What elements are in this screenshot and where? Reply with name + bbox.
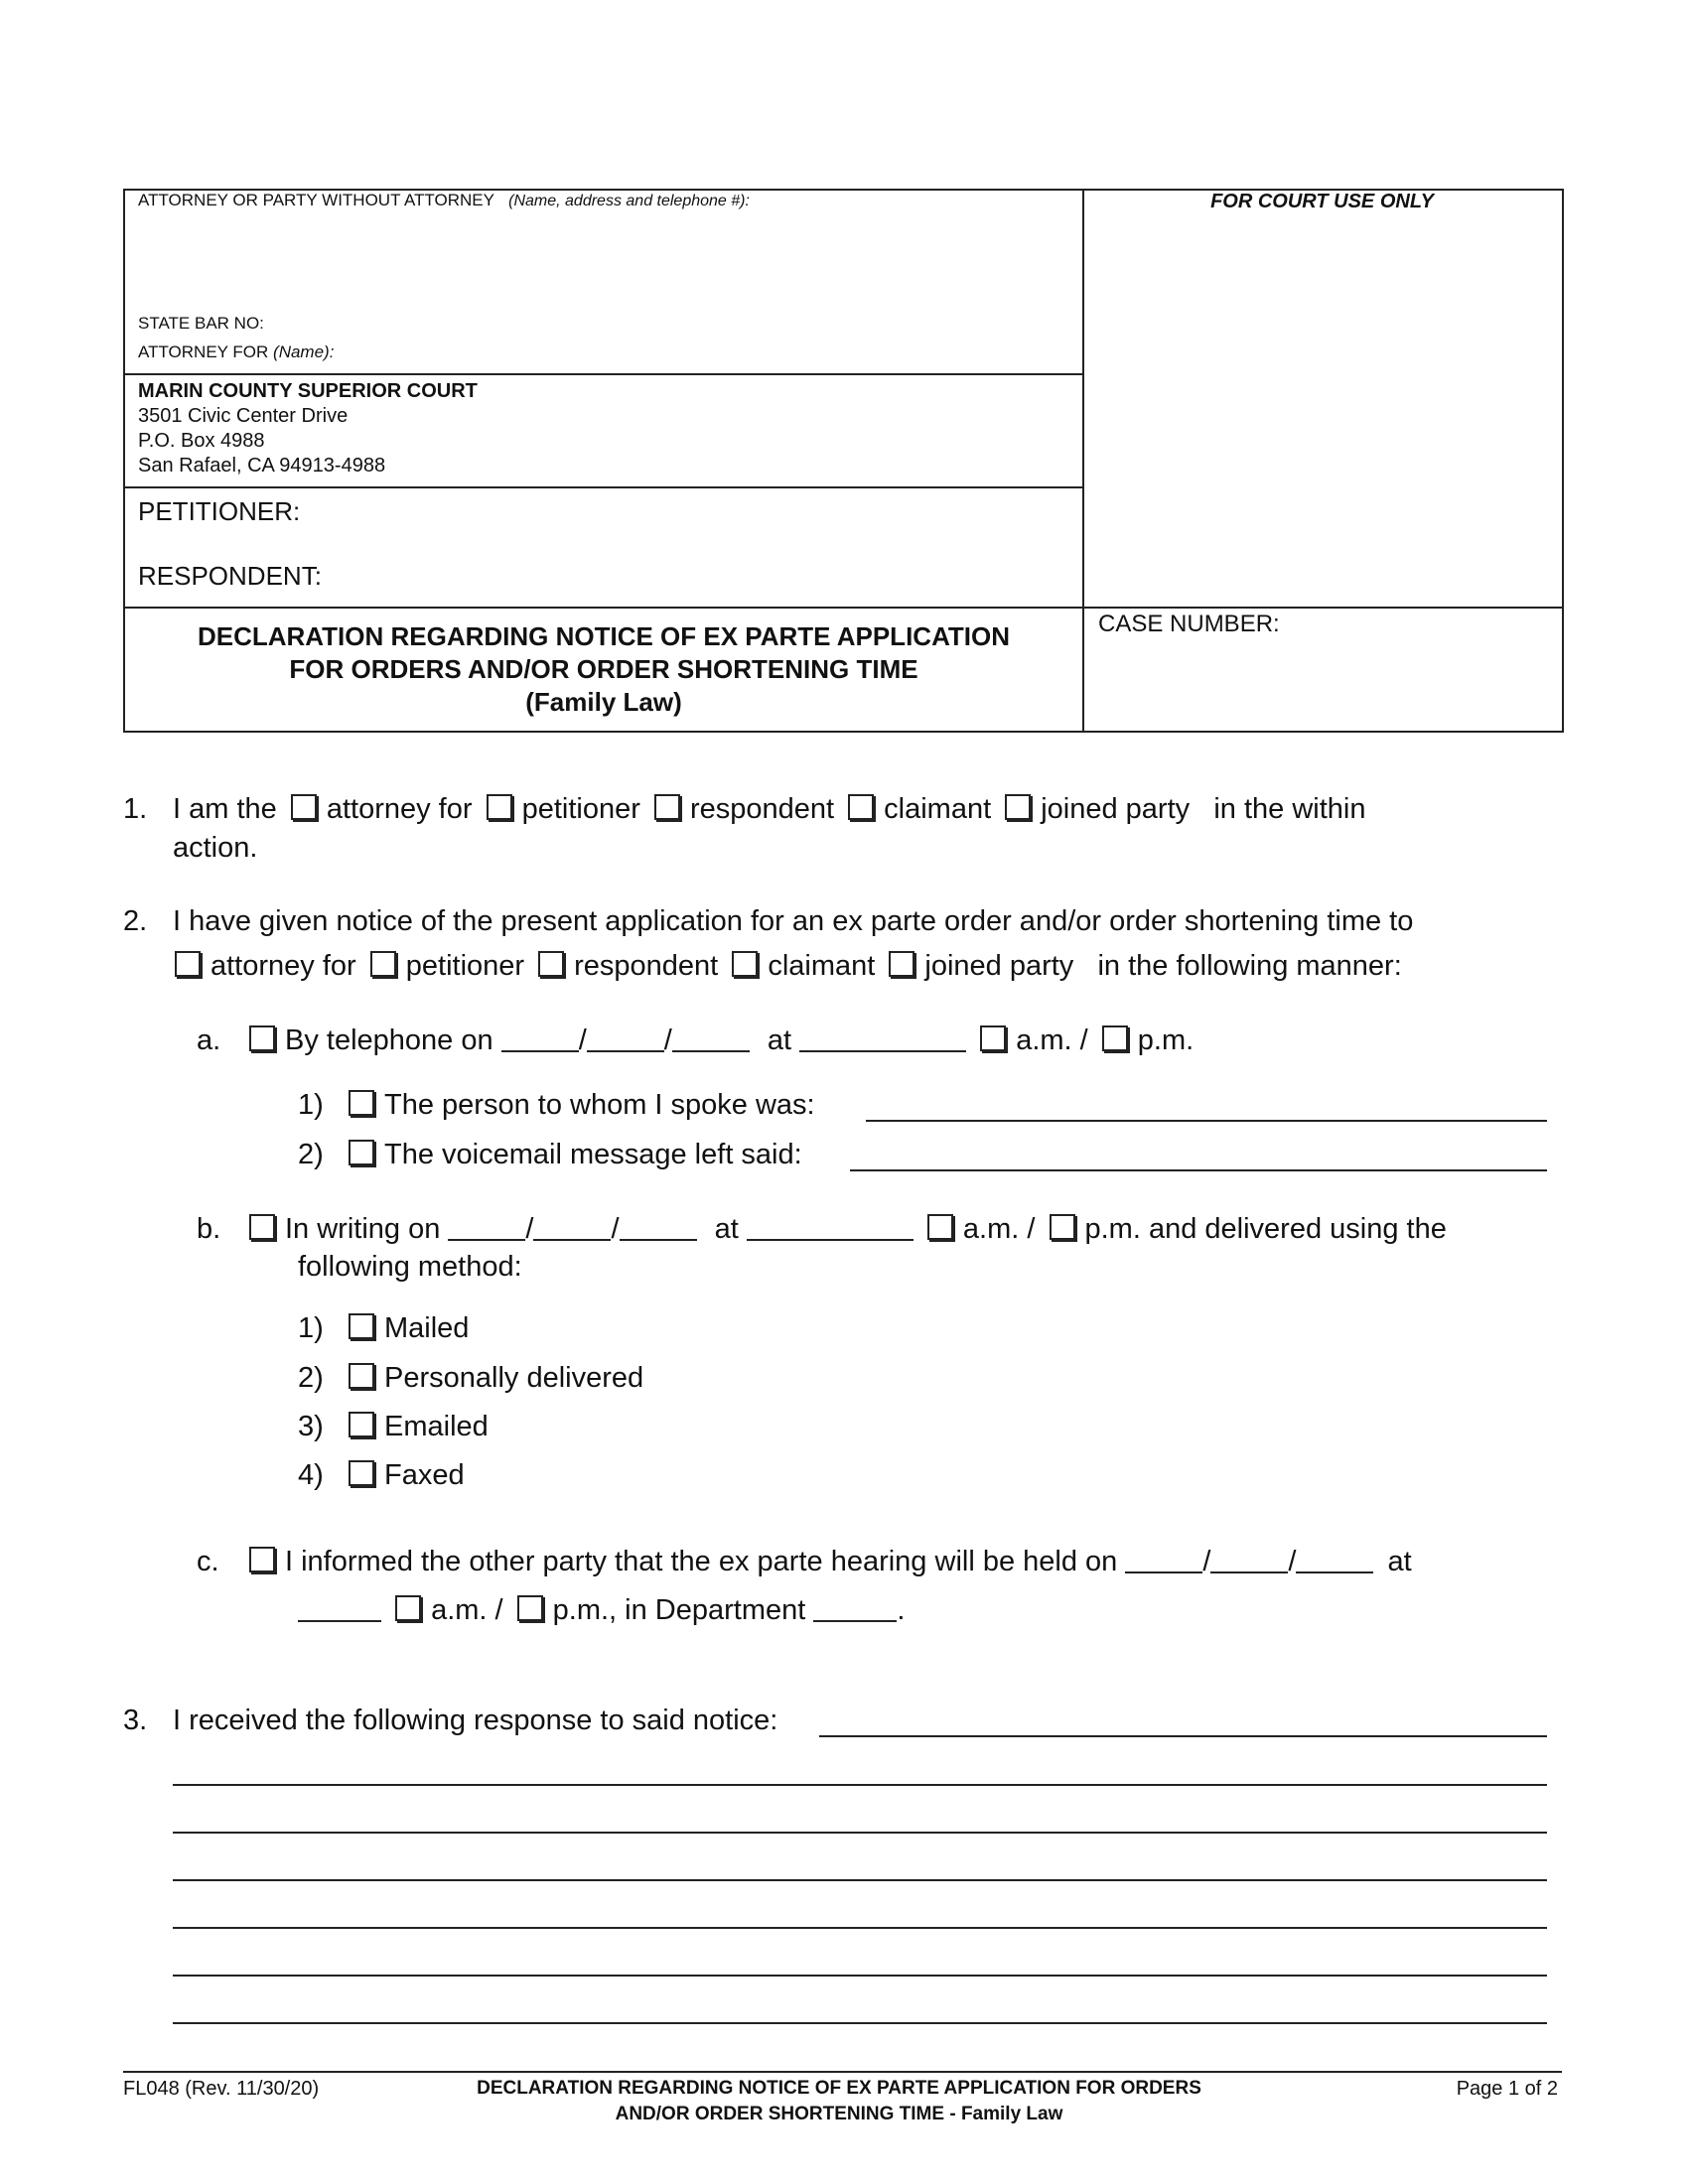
item2b-line-2: following method: (298, 1251, 522, 1283)
court-address-line-2: P.O. Box 4988 (138, 430, 265, 452)
case-number-field[interactable] (1098, 611, 1280, 638)
item2b-line (243, 1211, 1447, 1247)
attorney-for-hint: (Name): (273, 342, 335, 361)
item2a-date-month[interactable] (501, 1026, 579, 1052)
footer-rule (123, 2071, 1562, 2073)
attorney-party-field[interactable] (138, 191, 750, 210)
item2c-slash-2: / (1288, 1546, 1297, 1577)
footer-title-line-1: DECLARATION REGARDING NOTICE OF EX PARTE APPLICATION FOR ORDERS (477, 2078, 1201, 2099)
item2b-method-1-checkbox[interactable] (349, 1313, 374, 1339)
petitioner-label: PETITIONER: (138, 496, 301, 526)
item2b-am-checkbox[interactable] (927, 1214, 953, 1240)
footer-title-line-2: AND/OR ORDER SHORTENING TIME - Family Law (615, 2104, 1063, 2124)
form-title-line-3: (Family Law) (525, 687, 682, 717)
form-title (123, 620, 1084, 719)
item2-attorney-checkbox[interactable] (175, 951, 201, 977)
item2b-label: In writing on (285, 1213, 441, 1245)
item2b-date-month[interactable] (448, 1215, 525, 1241)
attorney-party-label: ATTORNEY OR PARTY WITHOUT ATTORNEY (138, 191, 494, 209)
item2b-time[interactable] (747, 1215, 914, 1241)
attorney-for-label: ATTORNEY FOR (138, 342, 269, 361)
item3-response-line-2[interactable] (173, 1784, 1547, 1786)
item2-line-2 (169, 948, 1402, 984)
item2a-date-day[interactable] (587, 1026, 664, 1052)
item1-line (173, 791, 1365, 827)
item2b-method-2-checkbox[interactable] (349, 1363, 374, 1389)
item2a-letter: a. (197, 1024, 221, 1056)
item2-claimant-label: claimant (768, 950, 876, 982)
item2a1-number: 1) (298, 1089, 324, 1121)
item2b-method-3 (343, 1409, 489, 1444)
item2a-pm-checkbox[interactable] (1102, 1025, 1128, 1051)
item2b-method-2-number: 2) (298, 1362, 324, 1394)
item2c-date-day[interactable] (1210, 1548, 1288, 1573)
item2b-letter: b. (197, 1213, 221, 1245)
item2-joined-label: joined party (924, 950, 1074, 982)
item2b-date-day[interactable] (533, 1215, 611, 1241)
item2b-method-4 (343, 1457, 465, 1493)
court-info (138, 379, 478, 478)
item2b-method-1 (343, 1310, 469, 1346)
item2a-telephone-checkbox[interactable] (249, 1025, 275, 1051)
item1-attorney-label: attorney for (326, 793, 473, 825)
item2a-time[interactable] (799, 1026, 966, 1052)
item1-joined-label: joined party (1041, 793, 1191, 825)
item2b-at: at (714, 1213, 739, 1245)
item2c-department[interactable] (813, 1596, 897, 1622)
item3-response-line-1[interactable] (819, 1735, 1547, 1737)
item2a-label: By telephone on (285, 1024, 493, 1056)
item2a2-label: The voicemail message left said: (384, 1139, 802, 1170)
item2b-method-4-number: 4) (298, 1459, 324, 1491)
item2a-pm-label: p.m. (1137, 1024, 1195, 1056)
item1-petitioner-checkbox[interactable] (487, 794, 512, 820)
item3-response-line-3[interactable] (173, 1832, 1547, 1834)
state-bar-label: STATE BAR NO: (138, 314, 264, 333)
item2b-writing-checkbox[interactable] (249, 1214, 275, 1240)
item3-response-line-4[interactable] (173, 1879, 1547, 1881)
case-number-label: CASE NUMBER: (1098, 611, 1280, 637)
item1-petitioner-label: petitioner (521, 793, 640, 825)
court-use-label: FOR COURT USE ONLY (1210, 191, 1434, 212)
item2b-method-1-number: 1) (298, 1312, 324, 1344)
item2-respondent-label: respondent (574, 950, 719, 982)
footer-page-number: Page 1 of 2 (1456, 2078, 1558, 2100)
item2c-letter: c. (197, 1546, 219, 1577)
item2b-method-1-label: Mailed (384, 1312, 470, 1344)
item2-attorney-label: attorney for (211, 950, 356, 982)
item2-petitioner-label: petitioner (405, 950, 525, 982)
item2a1-fill-line[interactable] (866, 1120, 1547, 1122)
item2b-method-3-label: Emailed (384, 1411, 489, 1442)
item2b-pm-checkbox[interactable] (1050, 1214, 1075, 1240)
item1-attorney-checkbox[interactable] (291, 794, 317, 820)
item2c-checkbox[interactable] (249, 1547, 275, 1572)
item2c-at: at (1387, 1546, 1412, 1577)
item2a1-checkbox[interactable] (349, 1090, 374, 1116)
item2a2-checkbox[interactable] (349, 1140, 374, 1165)
item1-line-2: action. (173, 832, 258, 864)
item2b-method-2 (343, 1360, 643, 1396)
item2b-method-4-label: Faxed (384, 1459, 465, 1491)
item2a-slash-1: / (578, 1024, 587, 1056)
item2b-method-2-label: Personally delivered (384, 1362, 644, 1394)
caption-divider-2 (123, 486, 1084, 488)
item2-line-1: I have given notice of the present application for an ex parte order and/or order shortening time to (173, 905, 1414, 937)
footer-title (377, 2076, 1301, 2127)
attorney-party-hint: (Name, address and telephone #): (508, 193, 750, 209)
item2a-at: at (767, 1024, 792, 1056)
item1-respondent-label: respondent (689, 793, 835, 825)
item2c-date-month[interactable] (1125, 1548, 1202, 1573)
item2a1-label: The person to whom I spoke was: (384, 1089, 815, 1121)
item1-joined-checkbox[interactable] (1005, 794, 1031, 820)
respondent-field[interactable] (138, 561, 322, 592)
item2c-line (243, 1544, 1412, 1579)
item2-suffix: in the following manner: (1097, 950, 1402, 982)
item2-joined-checkbox[interactable] (889, 951, 914, 977)
item2b-slash-1: / (525, 1213, 534, 1245)
item2a-line (243, 1023, 1194, 1058)
item1-claimant-checkbox[interactable] (848, 794, 874, 820)
item1-claimant-label: claimant (884, 793, 992, 825)
item2a-am-checkbox[interactable] (980, 1025, 1006, 1051)
item2c-label: I informed the other party that the ex parte hearing will be held on (285, 1546, 1118, 1577)
item2c-end: . (897, 1594, 906, 1626)
item2a-date-year[interactable] (672, 1026, 750, 1052)
petitioner-field[interactable] (138, 496, 300, 527)
item1-respondent-checkbox[interactable] (654, 794, 680, 820)
item2a-slash-2: / (663, 1024, 672, 1056)
item2c-line-2 (298, 1592, 905, 1628)
form-title-line-2: FOR ORDERS AND/OR ORDER SHORTENING TIME (289, 654, 918, 684)
item2-claimant-checkbox[interactable] (732, 951, 758, 977)
item3-response-line-7[interactable] (173, 2022, 1547, 2024)
item1-number: 1. (123, 793, 148, 825)
footer-form-id: FL048 (Rev. 11/30/20) (123, 2078, 320, 2100)
item2b-method-3-checkbox[interactable] (349, 1412, 374, 1437)
item2c-date-year[interactable] (1296, 1548, 1373, 1573)
item2b-slash-2: / (611, 1213, 620, 1245)
form-title-line-1: DECLARATION REGARDING NOTICE OF EX PARTE APPLICATION (197, 621, 1011, 651)
item2a-am-label: a.m. / (1016, 1024, 1088, 1056)
caption-divider-1 (123, 373, 1084, 375)
item2b-pm-label: p.m. and delivered using the (1084, 1213, 1447, 1245)
item2b-method-4-checkbox[interactable] (349, 1460, 374, 1486)
item2-respondent-checkbox[interactable] (538, 951, 564, 977)
item2c-pm-checkbox[interactable] (517, 1595, 543, 1621)
item2c-time[interactable] (298, 1596, 381, 1622)
item3-response-line-5[interactable] (173, 1927, 1547, 1929)
item2a2-fill-line[interactable] (850, 1169, 1547, 1171)
item1-suffix: in the within (1213, 793, 1366, 825)
item2a2-number: 2) (298, 1139, 324, 1170)
item2a1-line (343, 1087, 815, 1123)
item3-label: I received the following response to said notice: (173, 1705, 778, 1736)
item2c-slash-1: / (1202, 1546, 1211, 1577)
caption-divider-3 (123, 607, 1562, 609)
state-bar-field[interactable] (138, 314, 264, 334)
item2b-am-label: a.m. / (962, 1213, 1036, 1245)
item2-number: 2. (123, 905, 148, 937)
item2b-method-3-number: 3) (298, 1411, 324, 1442)
item2b-date-year[interactable] (620, 1215, 697, 1241)
item2c-am-checkbox[interactable] (395, 1595, 421, 1621)
item2-petitioner-checkbox[interactable] (370, 951, 396, 977)
respondent-label: RESPONDENT: (138, 561, 322, 591)
attorney-for-field[interactable] (138, 342, 334, 362)
item3-number: 3. (123, 1705, 148, 1736)
item2c-am-label: a.m. / (431, 1594, 503, 1626)
court-address-line-1: 3501 Civic Center Drive (138, 405, 349, 427)
court-name: MARIN COUNTY SUPERIOR COURT (138, 380, 478, 402)
court-address-line-3: San Rafael, CA 94913-4988 (138, 455, 386, 477)
item1-prefix: I am the (173, 793, 277, 825)
item2a2-line (343, 1137, 802, 1172)
item3-response-line-6[interactable] (173, 1975, 1547, 1977)
item2c-pm-label: p.m., in Department (552, 1594, 806, 1626)
